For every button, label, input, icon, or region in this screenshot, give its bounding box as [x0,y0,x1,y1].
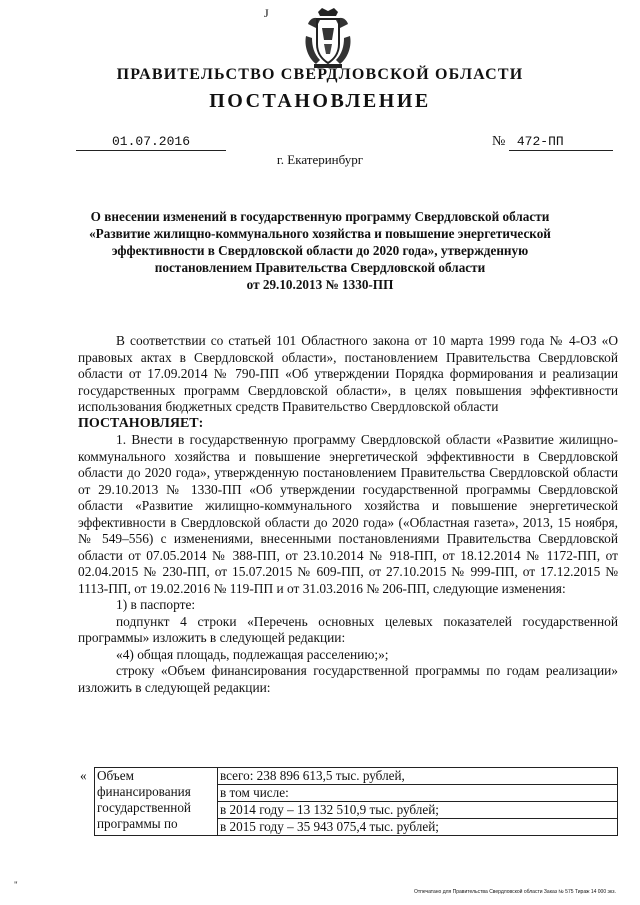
title-line: эффективности в Свердловской области до 2020 года», утвержденную [111,243,529,258]
title-line: «Развитие жилищно-коммунального хозяйства и повышение энергетической [89,226,551,241]
document-body [78,333,618,696]
label-line: государственной [97,800,191,815]
table-row [78,768,618,785]
preamble-paragraph: В соответствии со статьей 101 Областного закона от 10 марта 1999 года № 4-ОЗ «О правовых актах в Свердловской области», постановлением Правительства Свердловской области от 17.09.2014 № 790-ПП «Об утверждении Порядка формирования и реализации государственных программ Свердловской области», в целях повышения эффективности использования бюджетных средств Правительство Свердловской области [78,333,618,414]
label-line: финансирования [97,784,191,799]
coat-of-arms-emblem [300,6,356,70]
value-cell: в том числе: [218,785,618,802]
decree-heading: ПОСТАНОВЛЯЕТ: [78,415,204,431]
title-line: постановлением Правительства Свердловской области [154,260,486,275]
number-sign: № [492,134,506,149]
document-date: 01.07.2016 [76,134,226,151]
document-number-block [492,134,613,151]
document-type-heading: ПОСТАНОВЛЕНИЕ [209,90,431,112]
handwritten-mark: J [264,6,269,20]
label-line: Объем [97,768,134,783]
subitem-1-paragraph: подпункт 4 строки «Перечень основных целевых показателей государственной программы» изложить в следующей редакции: [78,613,618,645]
document-number: 472-ПП [509,134,613,151]
item-1-paragraph: 1. Внести в государственную программу Свердловской области «Развитие жилищно-коммунального хозяйства и повышение энергетической эффективности в Свердловской области до 2020 года», утвержденную постановлением Правительства Свердловской области от 29.10.2013 № 1330-ПП «Об утверждении государственной программы Свердловской области «Развитие жилищно-коммунального хозяйства и повышение энергетической эффективности в Свердловской области до 2020 года» («Областная газета», 2013, 15 ноября, № 549–556) с изменениями, внесенными постановлениями Правительства Свердловской области от 07.05.2014 № 388-ПП, от 23.10.2014 № 918-ПП, от 18.12.2014 № 1172-ПП, от 02.04.2015 № 230-ПП, от 15.07.2015 № 609-ПП, от 27.10.2015 № 999-ПП, от 17.12.2015 № 1113-ПП, от 19.02.2016 № 119-ПП и от 31.03.2016 № 206-ПП, следующие изменения: [78,432,618,596]
value-cell: всего: 238 896 613,5 тыс. рублей, [218,768,618,785]
print-footer: Отпечатано для Правительства Свердловской области Заказ № 575 Тираж 14 000 экз. [414,889,616,895]
subitem-1-quote: «4) общая площадь, подлежащая расселению;»; [116,646,389,662]
value-cell: в 2014 году – 13 132 510,9 тыс. рублей; [218,802,618,819]
value-cell: в 2015 году – 35 943 075,4 тыс. рублей; [218,819,618,836]
subitem-1-heading: 1) в паспорте: [116,597,196,612]
passport-table [78,767,618,836]
document-title [70,208,570,293]
subitem-2-paragraph: строку «Объем финансирования государственной программы по годам реализации» изложить в следующей редакции: [78,663,618,695]
government-name: ПРАВИТЕЛЬСТВО СВЕРДЛОВСКОЙ ОБЛАСТИ [116,66,524,83]
title-line: О внесении изменений в государственную программу Свердловской области [90,209,550,224]
label-line: программы по [97,816,178,831]
title-line: от 29.10.2013 № 1330-ПП [246,277,394,292]
city-line: г. Екатеринбург [276,152,364,167]
row-label-cell [95,768,218,836]
margin-mark: " [14,880,18,890]
opening-quote: « [80,767,87,783]
